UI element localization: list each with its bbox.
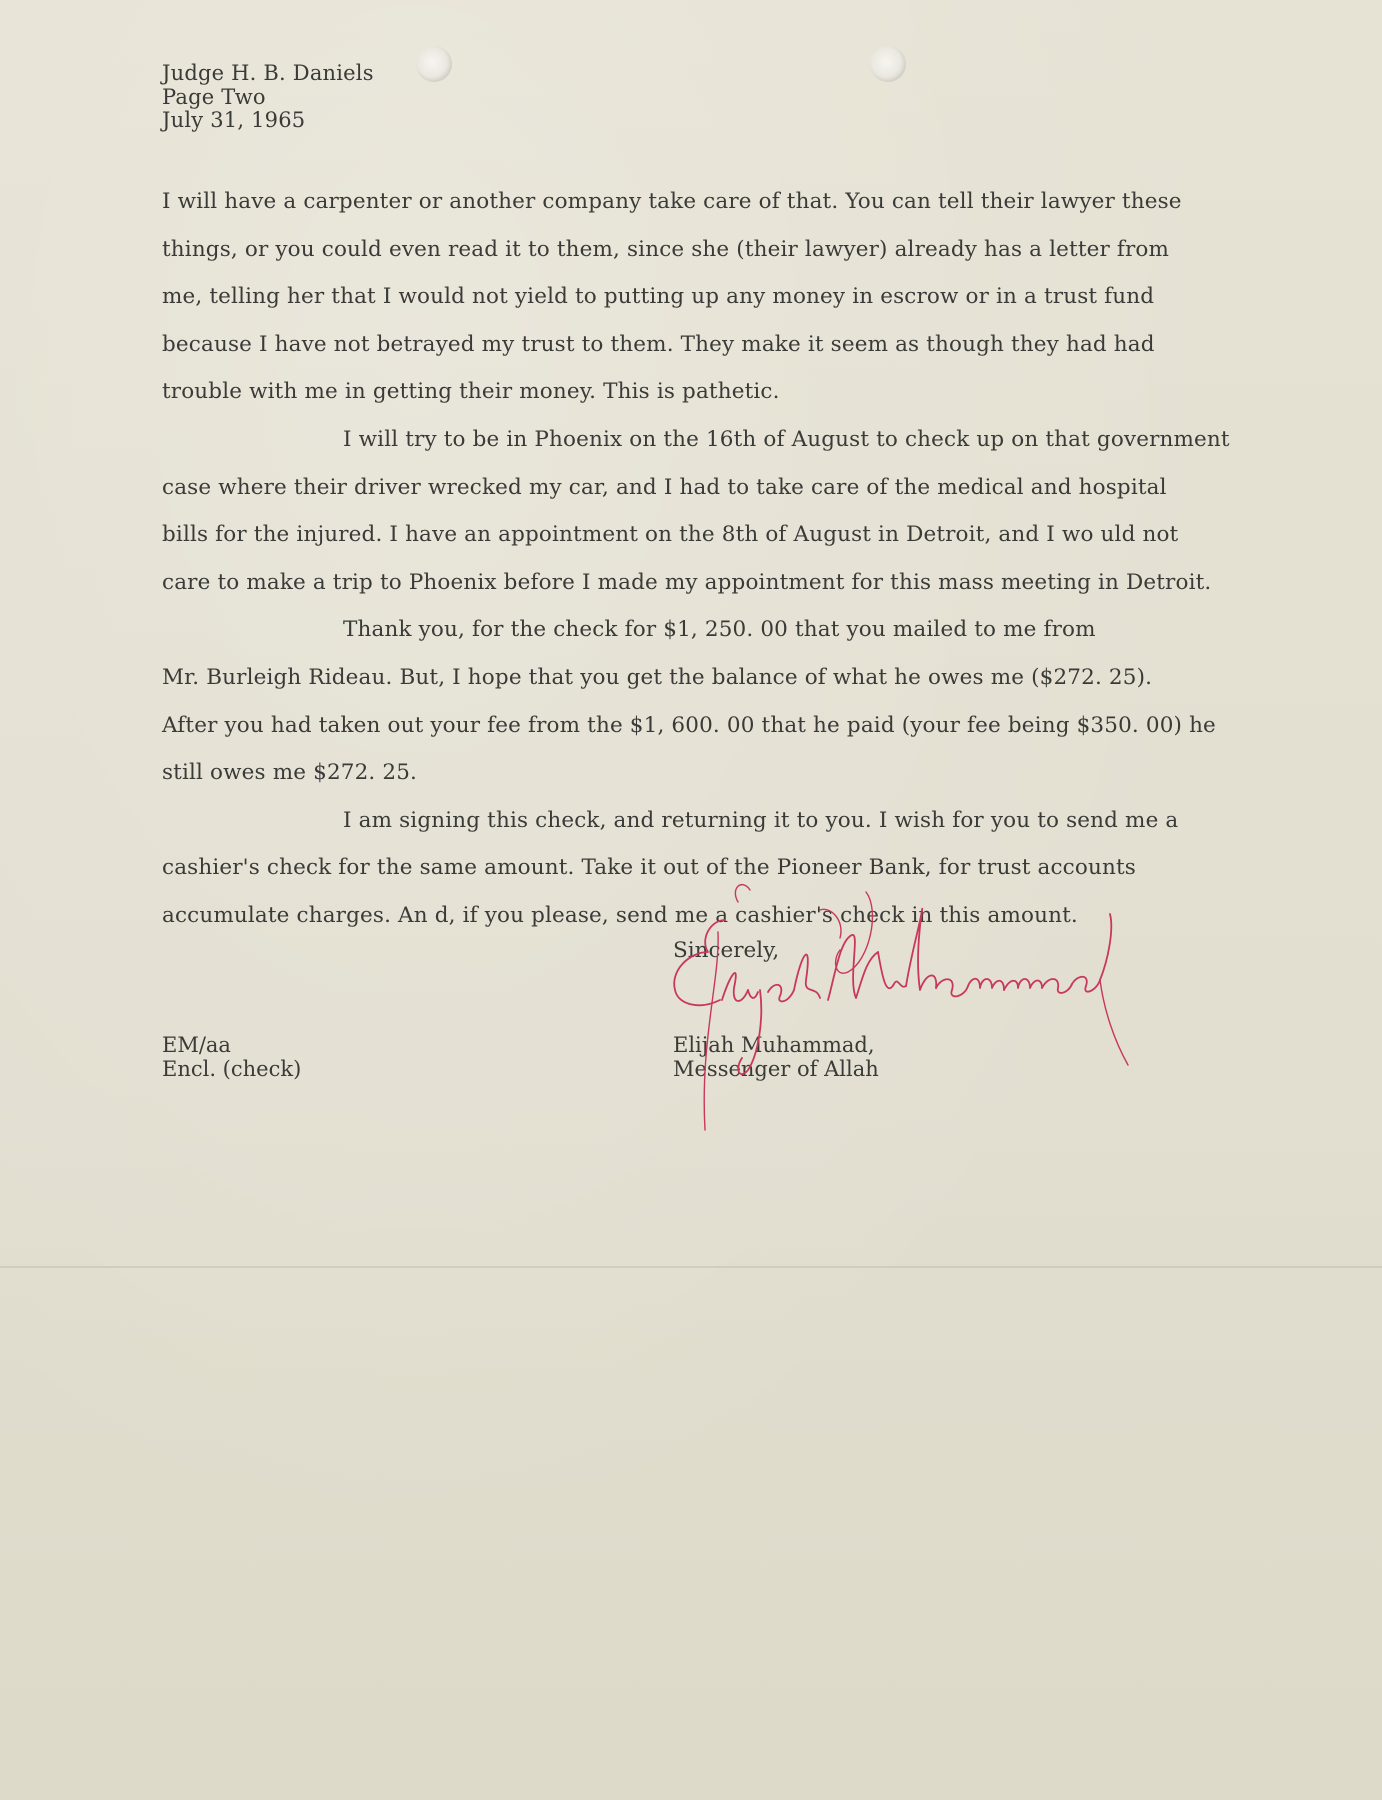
punch-hole-left [416, 46, 452, 82]
body-line: care to make a trip to Phoenix before I made my appointment for this mass meeting in Detroit. [162, 569, 1212, 595]
body-line: Mr. Burleigh Rideau. But, I hope that you get the balance of what he owes me ($272. 25). [162, 664, 1153, 690]
body-line: I will have a carpenter or another company take care of that. You can tell their lawyer these [162, 189, 1182, 214]
letter-header [162, 62, 374, 133]
body-line: me, telling her that I would not yield to putting up any money in escrow or in a trust fund [162, 284, 1155, 310]
body-line: accumulate charges. An d, if you please, send me a cashier's check in this amount. [162, 902, 1078, 928]
enclosure-note: Encl. (check) [162, 1056, 302, 1081]
body-line: because I have not betrayed my trust to them. They make it seem as though they had had [162, 331, 1155, 357]
body-line: things, or you could even read it to them, since she (their lawyer) already has a letter from [162, 236, 1170, 262]
reference-block [162, 1034, 301, 1081]
letter-body [162, 178, 1342, 940]
page-number: Page Two [162, 84, 266, 109]
body-line: I am signing this check, and returning it to you. I wish for you to send me a [343, 807, 1179, 833]
body-line: Thank you, for the check for $1, 250. 00 that you mailed to me from [343, 617, 1096, 643]
body-line: cashier's check for the same amount. Take it out of the Pioneer Bank, for trust accounts [162, 855, 1136, 881]
closing-salutation: Sincerely, [673, 938, 780, 963]
letter-date: July 31, 1965 [162, 108, 306, 132]
body-line: still owes me $272. 25. [162, 760, 418, 786]
punch-hole-right [870, 46, 906, 82]
body-line: trouble with me in getting their money. This is pathetic. [162, 379, 780, 405]
body-line: After you had taken out your fee from the $1, 600. 00 that he paid (your fee being $350. 00) he [162, 712, 1216, 738]
body-line: I will try to be in Phoenix on the 16th of August to check up on that government [343, 426, 1230, 452]
body-line: case where their driver wrecked my car, and I had to take care of the medical and hospital [162, 474, 1167, 500]
body-line: bills for the injured. I have an appointment on the 8th of August in Detroit, and I wo uld not [162, 522, 1179, 548]
recipient-name: Judge H. B. Daniels [162, 61, 374, 85]
paper-fold-line [0, 1266, 1382, 1268]
handwritten-signature [630, 880, 1150, 1140]
signer-name: Elijah Muhammad, [673, 1033, 875, 1057]
signer-title: Messenger of Allah [673, 1056, 879, 1081]
typist-initials: EM/aa [162, 1033, 231, 1057]
